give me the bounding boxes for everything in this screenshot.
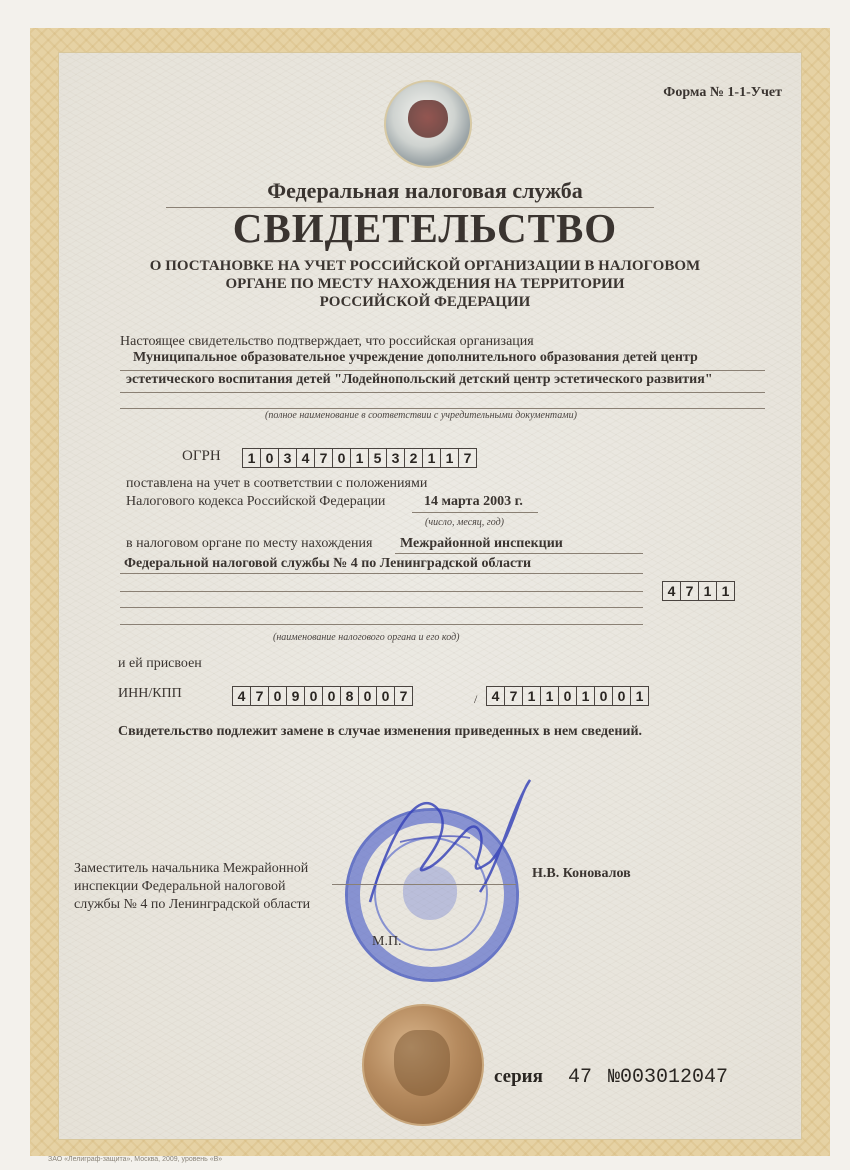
inn-kpp-label: ИНН/КПП bbox=[118, 686, 182, 701]
inn-number bbox=[232, 686, 412, 706]
ogrn-digit: 2 bbox=[404, 448, 423, 468]
signatory-position-line: Заместитель начальника Межрайонной bbox=[74, 861, 309, 876]
tax-authority-rule bbox=[395, 553, 643, 554]
subtitle-line: РОССИЙСКОЙ ФЕДЕРАЦИИ bbox=[319, 294, 531, 310]
kpp-digit: 1 bbox=[630, 686, 649, 706]
org-name-caption: (полное наименование в соответствии с учредительными документами) bbox=[265, 410, 577, 421]
ogrn-digit: 1 bbox=[350, 448, 369, 468]
ogrn-digit: 7 bbox=[314, 448, 333, 468]
kpp-digit: 0 bbox=[558, 686, 577, 706]
kpp-digit: 0 bbox=[612, 686, 631, 706]
tax-authority-rule bbox=[120, 607, 643, 608]
inn-kpp-separator: / bbox=[474, 692, 478, 706]
tax-authority-code-digit: 1 bbox=[698, 581, 717, 601]
tax-authority-rule bbox=[120, 573, 643, 574]
inn-digit: 0 bbox=[322, 686, 341, 706]
ogrn-digit: 0 bbox=[260, 448, 279, 468]
inn-digit: 0 bbox=[268, 686, 287, 706]
ogrn-digit: 1 bbox=[422, 448, 441, 468]
tax-authority-rule bbox=[120, 624, 643, 625]
signatory-name: Н.В. Коновалов bbox=[532, 866, 631, 881]
registration-text: Налогового кодекса Российской Федерации bbox=[126, 494, 386, 509]
ogrn-digit: 7 bbox=[458, 448, 477, 468]
date-caption: (число, месяц, год) bbox=[425, 517, 504, 528]
subtitle-line: О ПОСТАНОВКЕ НА УЧЕТ РОССИЙСКОЙ ОРГАНИЗАЦИИ В НАЛОГОВОМ bbox=[149, 258, 701, 274]
date-rule bbox=[412, 512, 538, 513]
ogrn-label: ОГРН bbox=[182, 448, 221, 464]
ogrn-digit: 4 bbox=[296, 448, 315, 468]
form-number: Форма № 1-1-Учет bbox=[663, 85, 782, 100]
kpp-digit: 0 bbox=[594, 686, 613, 706]
registration-text: поставлена на учет в соответствии с положениями bbox=[126, 476, 428, 491]
kpp-digit: 7 bbox=[504, 686, 523, 706]
subtitle-line: ОРГАНЕ ПО МЕСТУ НАХОЖДЕНИЯ НА ТЕРРИТОРИИ bbox=[225, 276, 625, 292]
signatory-position-line: инспекции Федеральной налоговой bbox=[74, 879, 286, 894]
kpp-digit: 1 bbox=[576, 686, 595, 706]
ogrn-digit: 1 bbox=[242, 448, 261, 468]
ogrn-digit: 3 bbox=[386, 448, 405, 468]
inn-digit: 4 bbox=[232, 686, 251, 706]
org-name-line: эстетического воспитания детей "Лодейнопольский детский центр эстетического развития" bbox=[126, 372, 713, 387]
document-title: СВИДЕТЕЛЬСТВО bbox=[232, 205, 618, 251]
tax-authority-code-digit: 7 bbox=[680, 581, 699, 601]
tax-authority-code bbox=[662, 581, 734, 601]
inn-digit: 0 bbox=[376, 686, 395, 706]
tax-authority-rule bbox=[120, 591, 643, 592]
series-value: 47 bbox=[568, 1066, 593, 1089]
org-name-line: Муниципальное образовательное учреждение дополнительного образования детей центр bbox=[133, 350, 698, 365]
stamp-place-label: М.П. bbox=[372, 934, 402, 949]
ogrn-digit: 5 bbox=[368, 448, 387, 468]
signature-rule bbox=[332, 884, 516, 885]
inn-digit: 7 bbox=[394, 686, 413, 706]
gold-seal-icon bbox=[362, 1004, 484, 1126]
series-label: серия bbox=[494, 1066, 543, 1087]
org-name-rule bbox=[120, 370, 765, 371]
org-name-rule bbox=[120, 392, 765, 393]
hologram-emblem-icon bbox=[384, 80, 472, 168]
assigned-label: и ей присвоен bbox=[118, 656, 202, 671]
serial-number: №003012047 bbox=[608, 1066, 729, 1089]
org-name-rule bbox=[120, 408, 765, 409]
signatory-position bbox=[74, 860, 310, 914]
inn-digit: 8 bbox=[340, 686, 359, 706]
ogrn-number bbox=[242, 448, 476, 468]
inn-digit: 0 bbox=[358, 686, 377, 706]
inn-digit: 7 bbox=[250, 686, 269, 706]
intro-text: Настоящее свидетельство подтверждает, что российская организация bbox=[120, 334, 534, 349]
tax-authority-code-digit: 1 bbox=[716, 581, 735, 601]
agency-name: Федеральная налоговая служба bbox=[267, 178, 583, 203]
tax-authority-name: Федеральной налоговой службы № 4 по Ленинградской области bbox=[124, 556, 532, 571]
ogrn-digit: 3 bbox=[278, 448, 297, 468]
replacement-note: Свидетельство подлежит замене в случае изменения приведенных в нем сведений. bbox=[118, 724, 643, 739]
kpp-number bbox=[486, 686, 648, 706]
signature-icon bbox=[360, 772, 540, 922]
registration-date: 14 марта 2003 г. bbox=[424, 494, 523, 509]
tax-authority-name: Межрайонной инспекции bbox=[400, 536, 563, 551]
printer-note: ЗАО «Лелиграф-защита», Москва, 2009, уровень «В» bbox=[48, 1156, 223, 1163]
tax-authority-prefix: в налоговом органе по месту нахождения bbox=[126, 536, 373, 551]
ogrn-digit: 0 bbox=[332, 448, 351, 468]
inn-digit: 0 bbox=[304, 686, 323, 706]
kpp-digit: 1 bbox=[522, 686, 541, 706]
kpp-digit: 1 bbox=[540, 686, 559, 706]
signatory-position-line: службы № 4 по Ленинградской области bbox=[74, 897, 311, 912]
document-subtitle bbox=[0, 257, 850, 311]
tax-authority-caption: (наименование налогового органа и его код) bbox=[273, 632, 460, 643]
ogrn-digit: 1 bbox=[440, 448, 459, 468]
tax-authority-code-digit: 4 bbox=[662, 581, 681, 601]
inn-digit: 9 bbox=[286, 686, 305, 706]
kpp-digit: 4 bbox=[486, 686, 505, 706]
